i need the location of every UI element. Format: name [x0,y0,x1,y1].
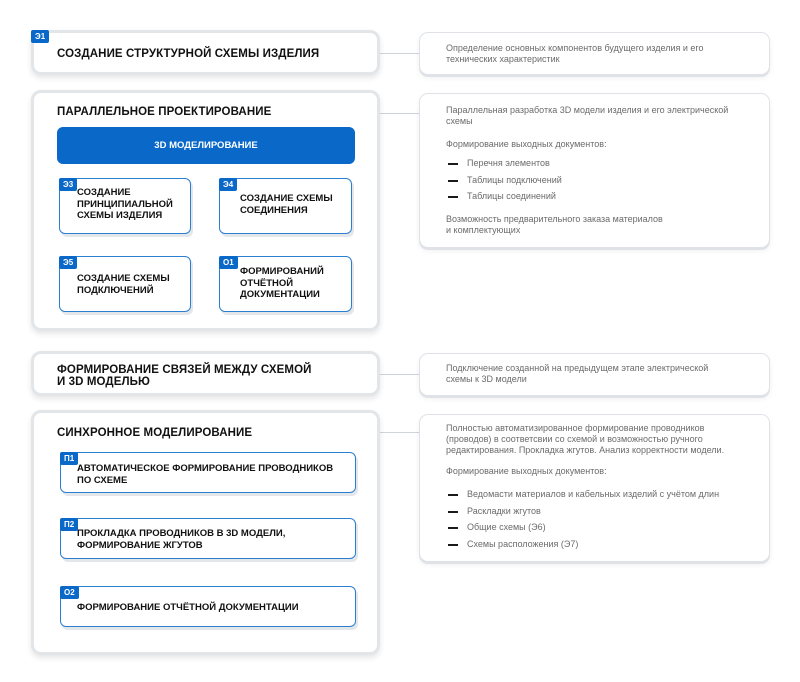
substep-line: ФОРМИРОВАНИЕ ЖГУТОВ [77,539,203,551]
substep-o1 [219,256,352,312]
step-e1-description [419,32,770,75]
doc-item: Общие схемы (Э6) [467,522,546,532]
links-card [31,351,380,396]
dash-bullet-icon [448,494,458,496]
substep-line: ПОДКЛЮЧЕНИЙ [77,284,154,296]
substep-p2 [60,518,356,559]
substep-e3 [59,178,191,234]
doc-item: Ведомасти материалов и кабельных изделий с учётом длин [467,489,720,499]
description-line: Параллельная разработка 3D модели изделия и его электрической [446,105,729,115]
substep-e4 [219,178,352,234]
dash-bullet-icon [448,511,458,513]
step-title: ПАРАЛЛЕЛЬНОЕ ПРОЕКТИРОВАНИЕ [57,106,272,118]
substep-badge: Э4 [219,178,237,191]
description-line: схемы [446,116,473,126]
dash-bullet-icon [448,180,458,182]
substep-line: СОЕДИНЕНИЯ [240,204,308,216]
parallel-design-description [419,93,770,248]
substep-line: ФОРМИРОВАНИЕ ОТЧЁТНОЙ ДОКУМЕНТАЦИИ [77,602,299,613]
step-title-line: И 3D МОДЕЛЬЮ [57,376,150,388]
doc-item: Перечня элементов [467,158,550,168]
dash-bullet-icon [448,544,458,546]
description-line: Подключение созданной на предыдущем этапе электрической [446,363,709,373]
description-line: и комплектующих [446,225,521,235]
description-line: редактирования. Прокладка жгутов. Анализ корректности модели. [446,445,725,455]
substep-line: АВТОМАТИЧЕСКОЕ ФОРМИРОВАНИЕ ПРОВОДНИКОВ [77,463,334,474]
dash-bullet-icon [448,527,458,529]
connector-line [379,53,419,54]
substep-line: ПО СХЕМЕ [77,474,128,486]
description-line: технических характеристик [446,54,560,64]
substep-line: СХЕМЫ ИЗДЕЛИЯ [77,210,163,221]
parallel-design-card [31,90,380,331]
step-title: СОЗДАНИЕ СТРУКТУРНОЙ СХЕМЫ ИЗДЕЛИЯ [57,48,320,60]
step-title-line: ФОРМИРОВАНИЕ СВЯЗЕЙ МЕЖДУ СХЕМОЙ [57,364,312,376]
doc-item: Схемы расположения (Э7) [467,539,579,549]
modeling-3d-bar [57,127,355,164]
substep-badge: Э5 [59,256,77,269]
sync-modeling-card [31,410,380,655]
description-line: Возможность предварительного заказа материалов [446,214,663,224]
docs-heading: Формирование выходных документов: [446,466,607,476]
description-line: Полностью автоматизированное формирование проводников [446,423,705,433]
dash-bullet-icon [448,163,458,165]
substep-line: СОЗДАНИЕ [77,187,131,198]
substep-badge: П2 [60,518,78,531]
step-title: СИНХРОННОЕ МОДЕЛИРОВАНИЕ [57,427,253,439]
substep-o2 [60,586,356,627]
substep-p1 [60,452,356,493]
description-line: (проводов) в соответсвии со схемой и возможностью ручного [446,434,703,444]
substep-badge: О1 [219,256,238,269]
dash-bullet-icon [448,196,458,198]
substep-badge: П1 [60,452,78,465]
substep-e5 [59,256,191,312]
docs-heading: Формирование выходных документов: [446,139,607,149]
substep-line: СОЗДАНИЕ СХЕМЫ [77,273,170,284]
substep-line: ПРОКЛАДКА ПРОВОДНИКОВ В 3D МОДЕЛИ, [77,528,286,539]
links-description [419,353,770,396]
description-line: Определение основных компонентов будущего изделия и его [446,43,704,53]
doc-item: Раскладки жгутов [467,506,541,516]
substep-line: ОТЧЁТНОЙ [240,277,294,289]
substep-line: ДОКУМЕНТАЦИИ [240,289,320,300]
substep-badge: О2 [60,586,79,599]
connector-line [379,432,419,433]
step-e1-card [31,30,380,75]
substep-line: СОЗДАНИЕ СХЕМЫ [240,193,333,204]
step-badge: Э1 [31,30,49,43]
connector-line [379,113,419,114]
description-line: схемы к 3D модели [446,374,527,384]
modeling-3d-label: 3D МОДЕЛИРОВАНИЕ [154,140,258,151]
substep-badge: Э3 [59,178,77,191]
doc-item: Таблицы соединений [467,191,556,201]
doc-item: Таблицы подключений [467,175,562,185]
substep-line: ФОРМИРОВАНИЙ [240,266,324,277]
connector-line [379,374,419,375]
sync-modeling-description [419,414,770,562]
substep-line: ПРИНЦИПИАЛЬНОЙ [77,198,173,210]
